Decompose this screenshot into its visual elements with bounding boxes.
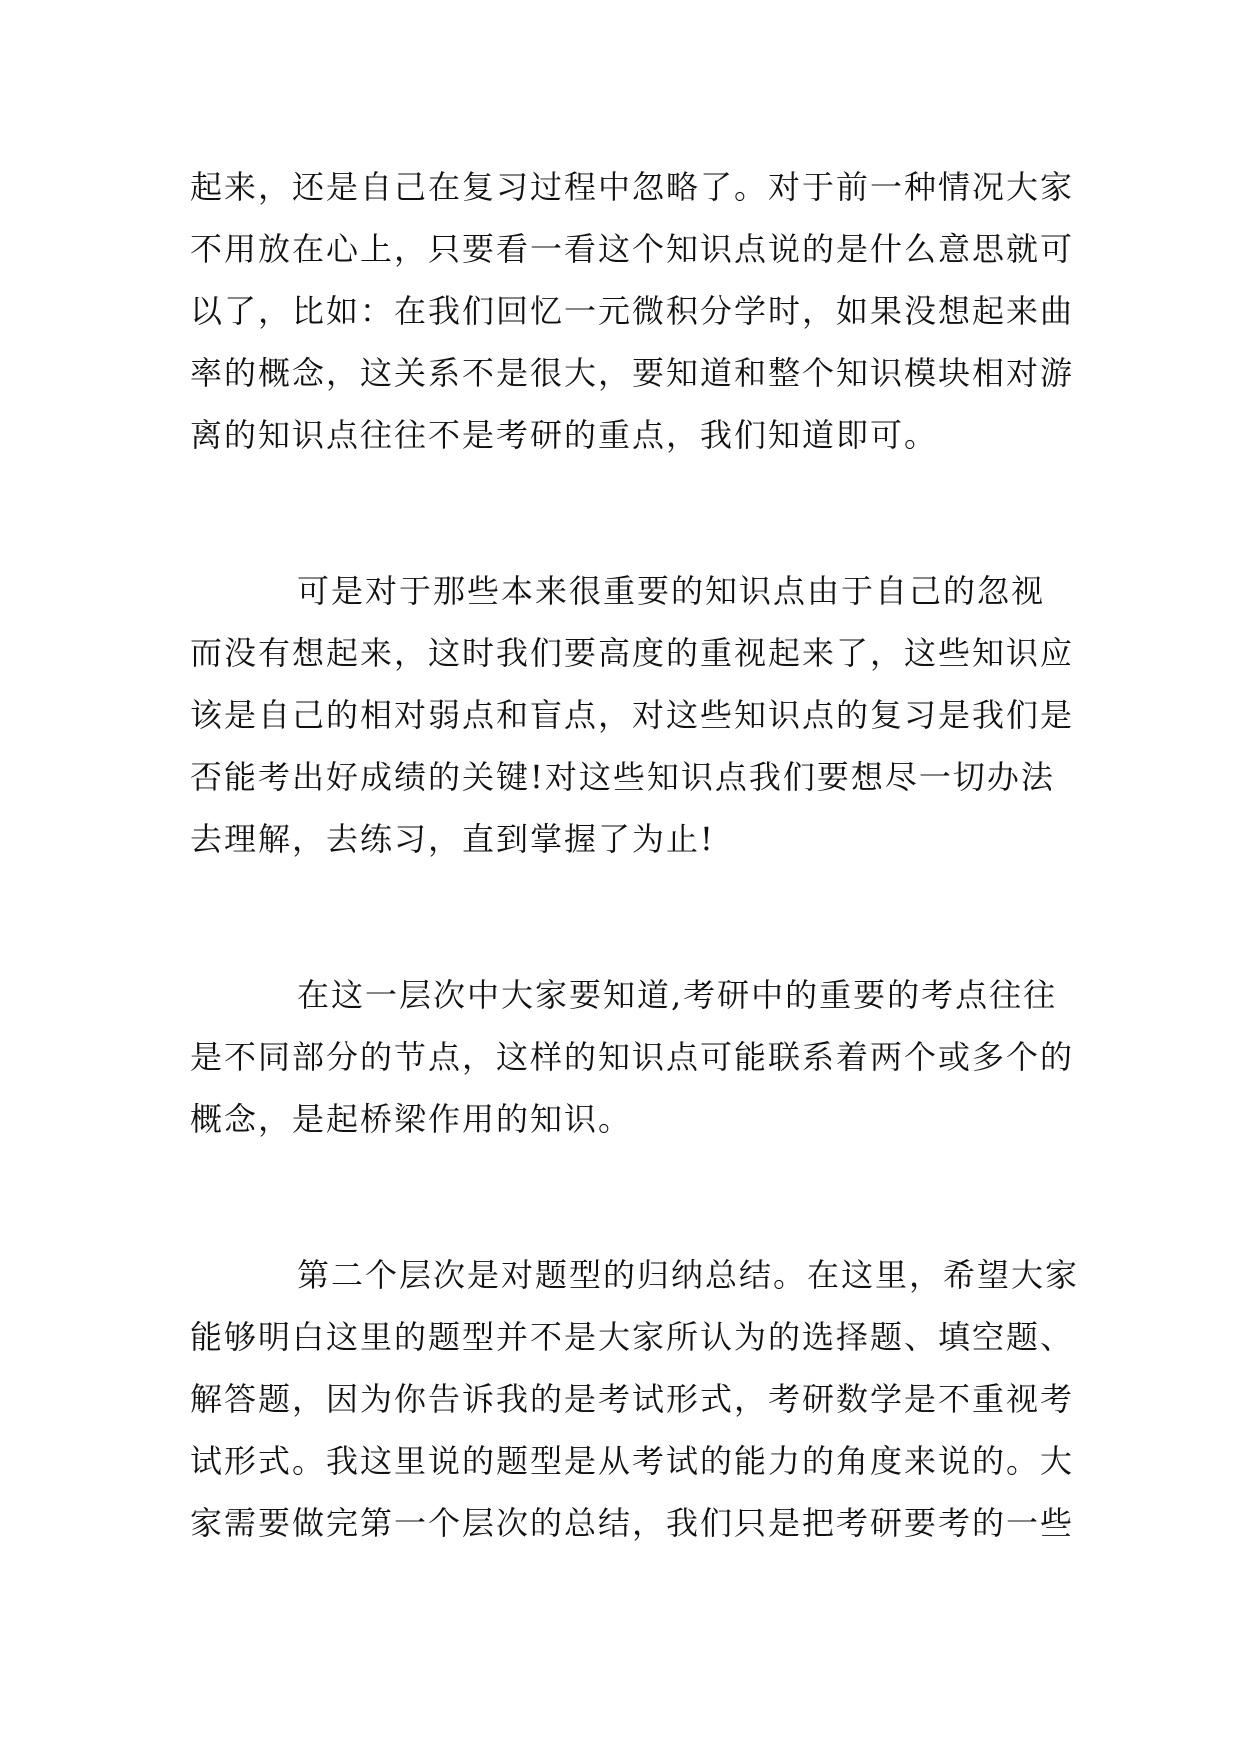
text-line: 起来，还是自己在复习过程中忽略了。对于前一种情况大家 [190,168,1075,206]
text-line: 去理解，去练习，直到掌握了为止! [190,820,715,858]
text-line: 概念，是起桥梁作用的知识。 [190,1100,633,1138]
paragraph-1 [190,156,1074,466]
paragraph-2 [190,560,1074,870]
text-line: 可是对于那些本来很重要的知识点由于自己的忽视 [297,572,1046,610]
text-line: 不用放在心上，只要看一看这个知识点说的是什么意思就可 [190,230,1075,268]
text-line: 以了，比如：在我们回忆一元微积分学时，如果没想起来曲 [190,292,1075,330]
text-line: 该是自己的相对弱点和盲点，对这些知识点的复习是我们是 [190,696,1075,734]
text-line: 离的知识点往往不是考研的重点，我们知道即可。 [190,416,939,454]
text-line: 解答题，因为你告诉我的是考试形式，考研数学是不重视考 [190,1380,1075,1418]
text-line: 否能考出好成绩的关键!对这些知识点我们要想尽一切办法 [190,758,1055,796]
text-line: 能够明白这里的题型并不是大家所认为的选择题、填空题、 [190,1318,1075,1356]
text-line: 是不同部分的节点，这样的知识点可能联系着两个或多个的 [190,1038,1075,1076]
paragraph-4 [190,1244,1079,1554]
text-line: 第二个层次是对题型的归纳总结。在这里，希望大家 [297,1256,1080,1294]
text-line: 在这一层次中大家要知道,考研中的重要的考点往往 [297,976,1058,1014]
text-line: 家需要做完第一个层次的总结，我们只是把考研要考的一些 [190,1504,1075,1542]
text-line: 率的概念，这关系不是很大，要知道和整个知识模块相对游 [190,354,1075,392]
text-line: 试形式。我这里说的题型是从考试的能力的角度来说的。大 [190,1442,1075,1480]
paragraph-3 [190,964,1074,1150]
text-line: 而没有想起来，这时我们要高度的重视起来了，这些知识应 [190,634,1075,672]
